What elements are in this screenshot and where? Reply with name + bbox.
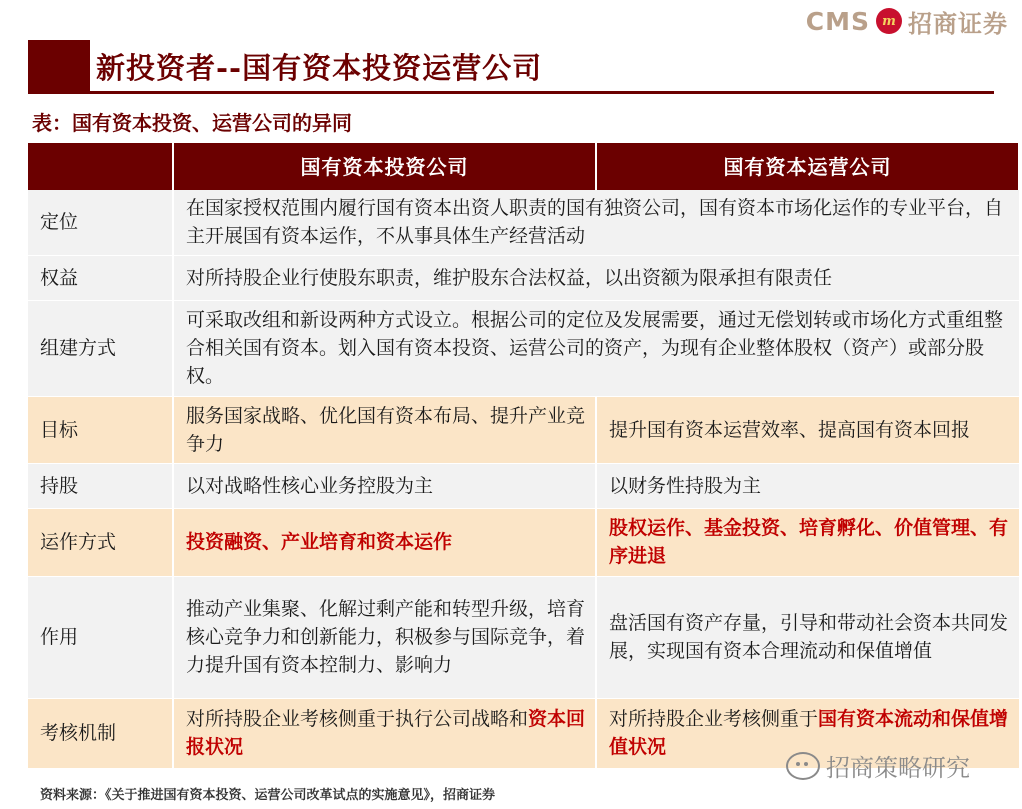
table-row-rights — [28, 255, 1019, 300]
invest-cell: 服务国家战略、优化国有资本布局、提升产业竞争力 — [173, 396, 596, 463]
operate-cell: 盘活国有资产存量，引导和带动社会资本共同发展，实现国有资本合理流动和保值增值 — [596, 576, 1019, 698]
table-caption: 表：国有资本投资、运营公司的异同 — [32, 111, 352, 135]
logo-cn-text: 招商证券 — [908, 9, 1008, 38]
invest-cell: 投资融资、产业培育和资本运作 — [173, 508, 596, 576]
row-label: 权益 — [28, 255, 173, 300]
operate-cell: 提升国有资本运营效率、提高国有资本回报 — [596, 396, 1019, 463]
table-row-operation-mode — [28, 508, 1019, 576]
wechat-icon — [786, 752, 820, 780]
operate-cell: 股权运作、基金投资、培育孵化、价值管理、有序进退 — [596, 508, 1019, 576]
row-label: 运作方式 — [28, 508, 173, 576]
header-corner-cell — [28, 143, 173, 190]
invest-highlight: 资本回报状况 — [186, 708, 586, 758]
operate-highlight: 国有资本流动和保值增值状况 — [609, 708, 1009, 758]
invest-text: 对所持股企业考核侧重于执行公司战略和 — [186, 708, 529, 730]
page-title: 新投资者--国有资本投资运营公司 — [96, 51, 543, 85]
operate-text: 对所持股企业考核侧重于 — [609, 708, 819, 730]
table-row-function — [28, 576, 1019, 698]
invest-cell — [173, 698, 596, 768]
logo-mark-icon: m — [876, 8, 902, 34]
row-label: 组建方式 — [28, 300, 173, 396]
merged-cell: 对所持股企业行使股东职责，维护股东合法权益，以出资额为限承担有限责任 — [173, 255, 1019, 300]
title-accent-block — [28, 40, 90, 92]
comparison-table — [28, 143, 1020, 769]
row-label: 持股 — [28, 463, 173, 508]
watermark-text: 招商策略研究 — [826, 754, 970, 782]
title-underline — [28, 91, 994, 94]
wechat-watermark — [786, 748, 970, 783]
row-label: 考核机制 — [28, 698, 173, 768]
invest-cell: 以对战略性核心业务控股为主 — [173, 463, 596, 508]
row-label: 目标 — [28, 396, 173, 463]
row-label: 作用 — [28, 576, 173, 698]
merged-cell: 可采取改组和新设两种方式设立。根据公司的定位及发展需要，通过无偿划转或市场化方式重组整合相关国有资本。划入国有资本投资、运营公司的资产，为现有企业整体股权（资产）或部分股权。 — [173, 300, 1019, 396]
header-operate-company: 国有资本运营公司 — [596, 143, 1019, 190]
invest-cell: 推动产业集聚、化解过剩产能和转型升级，培育核心竞争力和创新能力，积极参与国际竞争，着力提升国有资本控制力、影响力 — [173, 576, 596, 698]
table-row-positioning — [28, 190, 1019, 255]
merged-cell: 在国家授权范围内履行国有资本出资人职责的国有独资公司，国有资本市场化运作的专业平台，自主开展国有资本运作，不从事具体生产经营活动 — [173, 190, 1019, 255]
source-note: 资料来源：《关于推进国有资本投资、运营公司改革试点的实施意见》，招商证券 — [40, 788, 496, 803]
brand-logo — [806, 6, 1008, 36]
table-row-formation — [28, 300, 1019, 396]
table-row-goal — [28, 396, 1019, 463]
table-header-row — [28, 143, 1019, 190]
header-invest-company: 国有资本投资公司 — [173, 143, 596, 190]
logo-cms-text: CMS — [805, 6, 870, 36]
table-row-holding — [28, 463, 1019, 508]
row-label: 定位 — [28, 190, 173, 255]
operate-cell: 以财务性持股为主 — [596, 463, 1019, 508]
